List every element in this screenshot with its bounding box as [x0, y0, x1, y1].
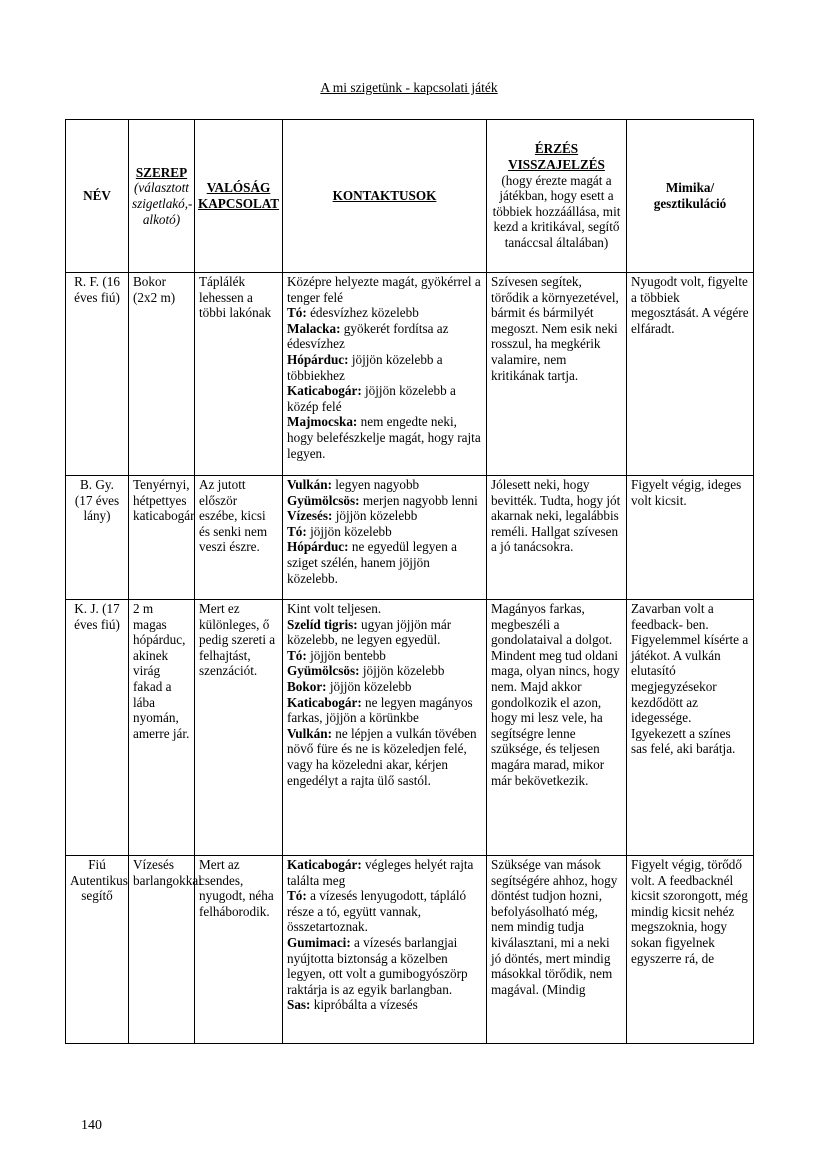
- header-szerep-label: SZEREP: [135, 164, 188, 180]
- cell-valosag: Az jutott először eszébe, kicsi és senki nem veszi észre.: [195, 476, 283, 600]
- cell-szerep: Bokor (2x2 m): [129, 273, 195, 476]
- header-erzes: [487, 120, 627, 273]
- cell-erzes: Szívesen segítek, törődik a környezetével, bármit és bármilyét megoszt. Nem esik neki rosszul, ha megkérik valamire, nem kritikának tartja.: [487, 273, 627, 476]
- contact-line: Tó: a vízesés lenyugodott, tápláló része a tó, együtt vannak, összetartoznak.: [287, 888, 467, 935]
- contact-line: Hópárduc: jöjjön közelebb a többiekhez: [287, 351, 443, 383]
- cell-szerep: Vízesés barlangokkal: [129, 856, 195, 1044]
- cell-kontaktusok: [283, 273, 487, 476]
- cell-kontaktusok: [283, 600, 487, 856]
- table-row: [66, 273, 754, 476]
- cell-erzes: Magányos farkas, megbeszéli a gondolataival a dolgot. Mindent meg tud oldani maga, olyan nincs, hogy nem. Majd akkor gondolkozik el azon, hogy mi lesz vele, ha segítségre lenne szüksége, és teljesen magára marad, mikor már bekövetkezik.: [487, 600, 627, 856]
- contact-line: Szelíd tigris: ugyan jöjjön már közelebb, ne legyen egyedül.: [287, 616, 452, 648]
- cell-nev: K. J. (17 éves fiú): [66, 600, 129, 856]
- cell-szerep: Tenyérnyi, hétpettyes katicabogár: [129, 476, 195, 600]
- cell-mimika: Nyugodt volt, figyelte a többiek megosztását. A végére elfáradt.: [627, 273, 754, 476]
- contact-line: Vízesés: jöjjön közelebb: [287, 508, 418, 524]
- table-header-row: [66, 120, 754, 273]
- header-erzes-label: ÉRZÉS VISSZAJELZÉS: [508, 141, 605, 173]
- cell-mimika: Figyelt végig, törődő volt. A feedbacknél kicsit szorongott, még mindig kicsit nehéz megszoknia, hogy sokan figyelnek egyszerre rá, de: [627, 856, 754, 1044]
- contact-line: Tó: édesvízhez közelebb: [287, 305, 419, 321]
- cell-valosag: Mert az csendes, nyugodt, néha felháborodik.: [195, 856, 283, 1044]
- cell-nev: Fiú Autentikus segítő: [66, 856, 129, 1044]
- contact-line: Vulkán: ne lépjen a vulkán tövében növő füre és ne is közeledjen felé, vagy ha közeledni akar, kérjen engedélyt a rajta ülő sastól.: [287, 725, 477, 788]
- header-nev: NÉV: [66, 120, 129, 273]
- header-kontaktusok: KONTAKTUSOK: [283, 120, 487, 273]
- table-row: [66, 476, 754, 600]
- contact-line: Kint volt teljesen.: [287, 601, 382, 616]
- contact-line: Sas: kipróbálta a vízesés: [287, 997, 418, 1013]
- header-szerep-sub: (választott szigetlakó,-alkotó): [132, 180, 193, 227]
- cell-mimika: Zavarban volt a feedback- ben. Figyelemmel kísérte a játékot. A vulkán elutasító megjegyzésekor kezdődött az idegessége. Igyekezett a színes sas felé, aki barátja.: [627, 600, 754, 856]
- header-valosag: VALÓSÁG KAPCSOLAT: [195, 120, 283, 273]
- contact-line: Katicabogár: végleges helyét rajta találta meg: [287, 857, 474, 888]
- cell-erzes: Szüksége van mások segítségére ahhoz, hogy döntést tudjon hozni, befolyásolható még, nem mindig tudja kiválasztani, mi a neki jó döntés, mert mindig másokkal törődik, nem magával. (Mindig: [487, 856, 627, 1044]
- contact-line: Bokor: jöjjön közelebb: [287, 678, 412, 694]
- role-play-table: [65, 119, 754, 1044]
- header-erzes-sub: (hogy érezte magát a játékban, hogy esett a többiek hozzáállása, mit kezd a kritikával, segítő tanáccsal általában): [492, 172, 621, 250]
- cell-mimika: Figyelt végig, ideges volt kicsit.: [627, 476, 754, 600]
- contact-line: Gyümölcsös: merjen nagyobb lenni: [287, 492, 478, 508]
- cell-kontaktusok: [283, 476, 487, 600]
- contact-line: Középre helyezte magát, gyökérrel a tenger felé: [287, 274, 481, 305]
- header-mimika: Mimika/ gesztikuláció: [627, 120, 754, 273]
- table-row: [66, 856, 754, 1044]
- contact-line: Katicabogár: ne legyen magányos farkas, jöjjön a körünkbe: [287, 694, 473, 726]
- cell-szerep: 2 m magas hópárduc, akinek virág fakad a lába nyomán, amerre jár.: [129, 600, 195, 856]
- table-row: [66, 600, 754, 856]
- cell-nev: B. Gy. (17 éves lány): [66, 476, 129, 600]
- header-szerep: [129, 120, 195, 273]
- contact-line: Majmocska: nem engedte neki, hogy belefészkelje magát, hogy rajta legyen.: [287, 414, 481, 461]
- contact-line: Hópárduc: ne egyedül legyen a sziget szélén, hanem jöjjön közelebb.: [287, 539, 457, 586]
- contact-line: Tó: jöjjön bentebb: [287, 647, 386, 663]
- contact-line: Tó: jöjjön közelebb: [287, 523, 392, 539]
- contact-line: Gumimaci: a vízesés barlangjai nyújtotta biztonság a közelben legyen, ott volt a gumibogyószörp raktárja is az egyik barlangban.: [287, 934, 468, 997]
- cell-valosag: Mert ez különleges, ő pedig szereti a felhajtást, szenzációt.: [195, 600, 283, 856]
- contact-line: Vulkán: legyen nagyobb: [287, 477, 420, 492]
- contact-line: Gyümölcsös: jöjjön közelebb: [287, 663, 445, 679]
- page-number: 140: [81, 1118, 102, 1133]
- page-title: A mi szigetünk - kapcsolati játék: [320, 80, 498, 95]
- cell-erzes: Jólesett neki, hogy bevitték. Tudta, hogy jót akarnak neki, legalábbis reméli. Hallgat szívesen a jó tanácsokra.: [487, 476, 627, 600]
- contact-line: Malacka: gyökerét fordítsa az édesvízhez: [287, 320, 449, 352]
- cell-nev: R. F. (16 éves fiú): [66, 273, 129, 476]
- cell-kontaktusok: [283, 856, 487, 1044]
- cell-valosag: Táplálék lehessen a többi lakónak: [195, 273, 283, 476]
- contact-line: Katicabogár: jöjjön közelebb a közép felé: [287, 383, 456, 414]
